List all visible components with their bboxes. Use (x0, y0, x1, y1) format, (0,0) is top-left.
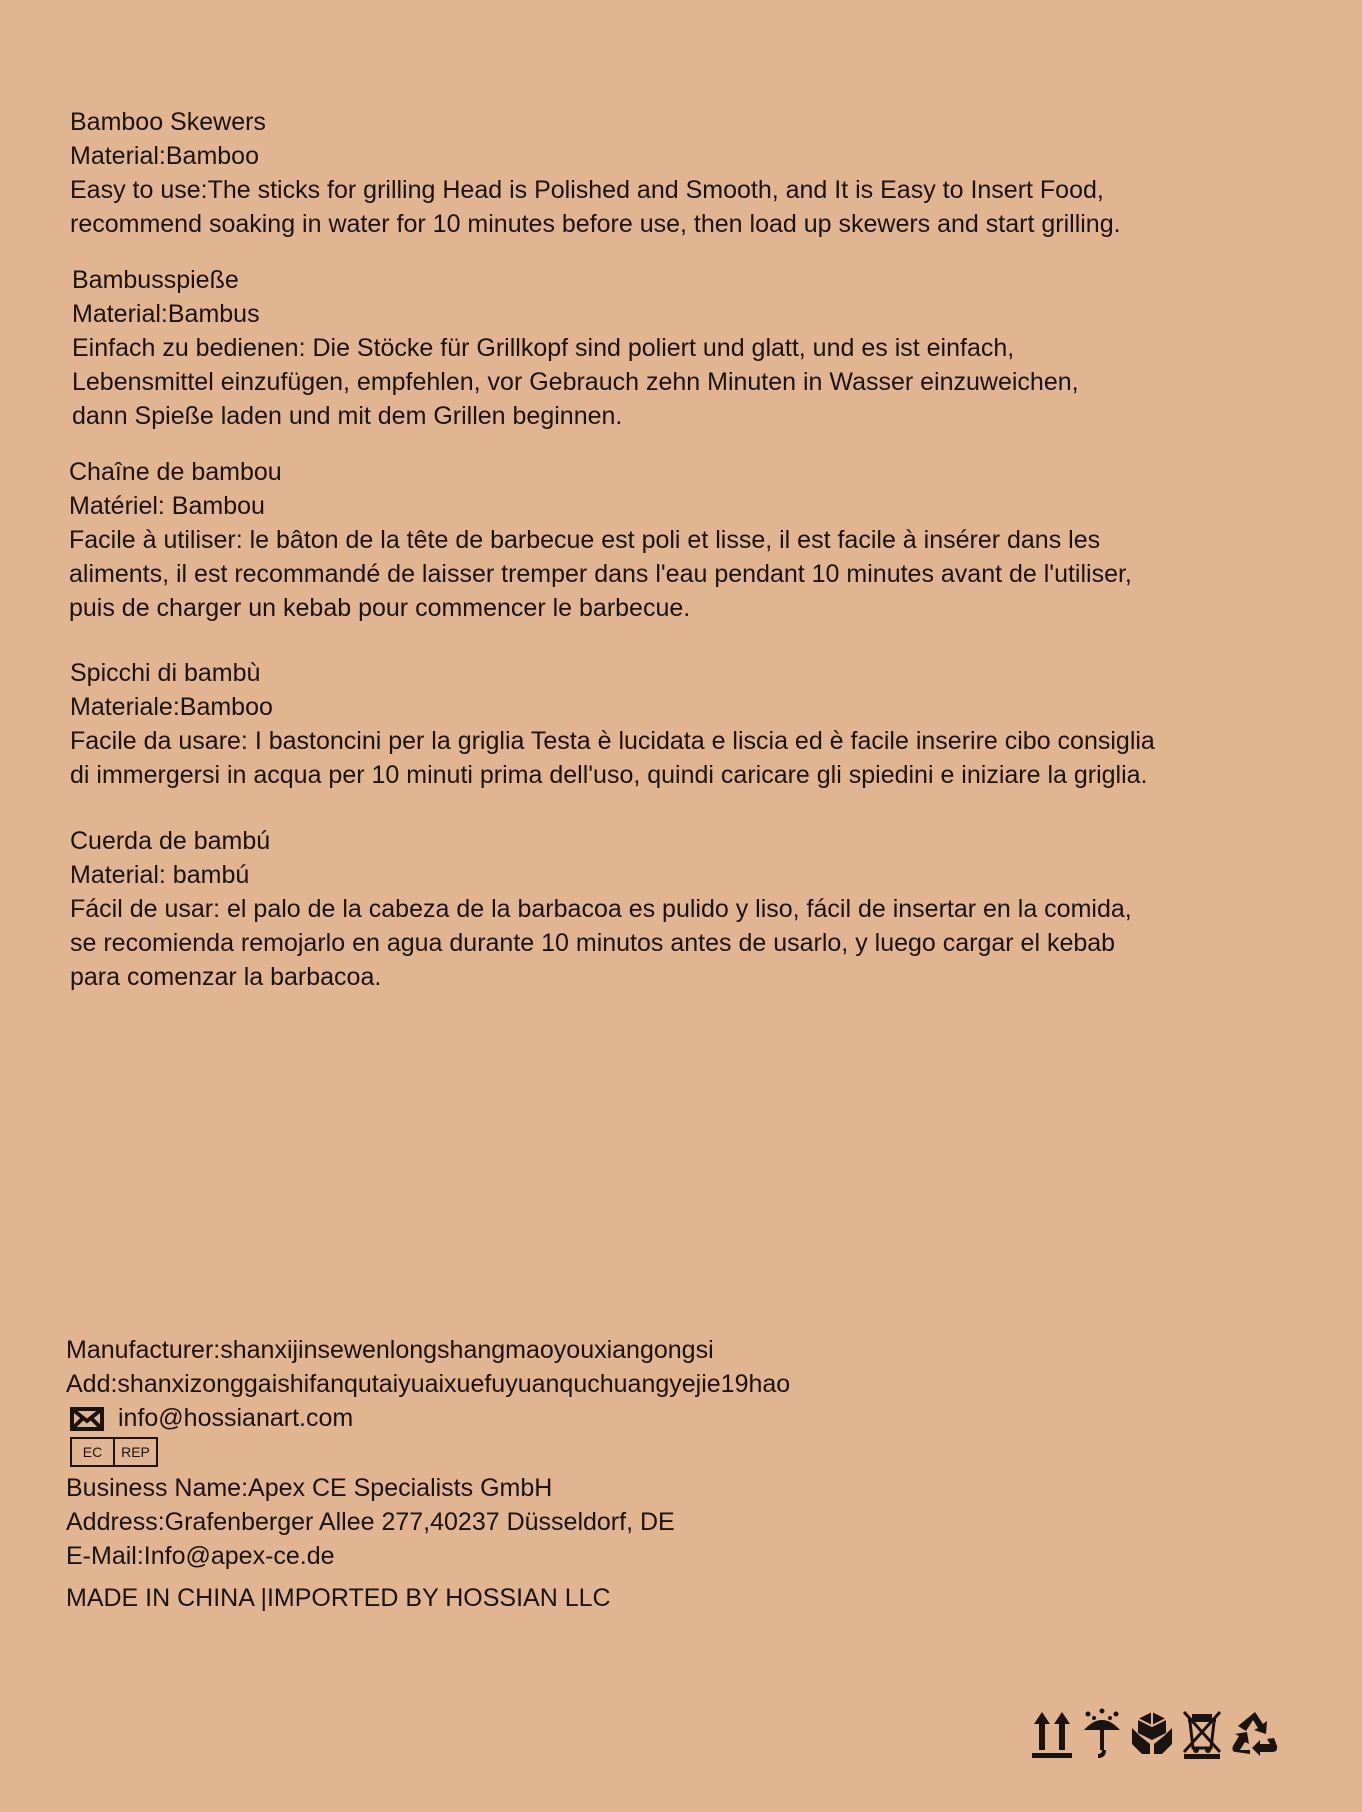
packaging-symbols (1030, 1708, 1280, 1760)
section-line: puis de charger un kebab pour commencer le barbecue. (69, 594, 691, 622)
section-german (72, 263, 1079, 433)
envelope-icon (70, 1406, 104, 1430)
rep-address-text: Address:Grafenberger Allee 277,40237 Düsseldorf, DE (66, 1508, 675, 1536)
fragile-hands-icon (1130, 1708, 1174, 1760)
section-line: dann Spieße laden und mit dem Grillen beginnen. (72, 402, 623, 430)
section-line: Facile à utiliser: le bâton de la tête de barbecue est poli et lisse, il est facile à insérer dans les (69, 526, 1101, 554)
section-material: Material:Bambus (72, 300, 260, 328)
section-line: para comenzar la barbacoa. (70, 963, 382, 991)
section-line: recommend soaking in water for 10 minutes before use, then load up skewers and start grilling. (70, 210, 1121, 238)
section-material: Material:Bamboo (70, 142, 259, 170)
section-french (69, 455, 1132, 625)
footer-info (66, 1333, 790, 1615)
section-italian (70, 656, 1155, 792)
section-title: Bamboo Skewers (70, 108, 266, 136)
section-line: Lebensmittel einzufügen, empfehlen, vor Gebrauch zehn Minuten in Wasser einzuweichen, (72, 368, 1079, 396)
ec-label: EC (82, 1444, 103, 1460)
section-spanish (70, 824, 1132, 994)
ec-rep-badge (70, 1437, 158, 1467)
this-way-up-icon (1030, 1708, 1074, 1760)
rep-label: REP (113, 1439, 156, 1465)
made-in-text: MADE IN CHINA |IMPORTED BY HOSSIAN LLC (66, 1584, 611, 1612)
recycle-icon (1230, 1708, 1280, 1760)
section-english (70, 105, 1121, 241)
manufacturer-text: Manufacturer:shanxijinsewenlongshangmaoyouxiangongsi (66, 1336, 714, 1364)
section-line: Fácil de usar: el palo de la cabeza de la barbacoa es pulido y liso, fácil de insertar en la comida, (70, 895, 1132, 923)
section-line: Easy to use:The sticks for grilling Head is Polished and Smooth, and It is Easy to Insert Food, (70, 176, 1104, 204)
section-title: Cuerda de bambú (70, 827, 271, 855)
section-material: Material: bambú (70, 861, 250, 889)
section-material: Materiale:Bamboo (70, 693, 273, 721)
business-name-text: Business Name:Apex CE Specialists GmbH (66, 1474, 553, 1502)
section-title: Spicchi di bambù (70, 659, 261, 687)
section-title: Bambusspieße (72, 266, 239, 294)
section-line: Einfach zu bedienen: Die Stöcke für Grillkopf sind poliert und glatt, und es ist einfach, (72, 334, 1015, 362)
section-line: Facile da usare: I bastoncini per la griglia Testa è lucidata e liscia ed è facile inserire cibo consiglia (70, 727, 1155, 755)
weee-bin-icon (1180, 1708, 1224, 1760)
email-line (66, 1401, 790, 1435)
section-line: se recomienda remojarlo en agua durante 10 minutos antes de usarlo, y luego cargar el kebab (70, 929, 1116, 957)
section-line: aliments, il est recommandé de laisser tremper dans l'eau pendant 10 minutes avant de l'utiliser, (69, 560, 1132, 588)
email-text: info@hossianart.com (118, 1404, 354, 1432)
section-title: Chaîne de bambou (69, 458, 282, 486)
section-line: di immergersi in acqua per 10 minuti prima dell'uso, quindi caricare gli spiedini e iniziare la griglia. (70, 761, 1148, 789)
rep-email-text: E-Mail:Info@apex-ce.de (66, 1542, 335, 1570)
keep-dry-icon (1080, 1708, 1124, 1760)
address-text: Add:shanxizonggaishifanqutaiyuaixuefuyuanquchuangyejie19hao (66, 1370, 791, 1398)
section-material: Matériel: Bambou (69, 492, 265, 520)
